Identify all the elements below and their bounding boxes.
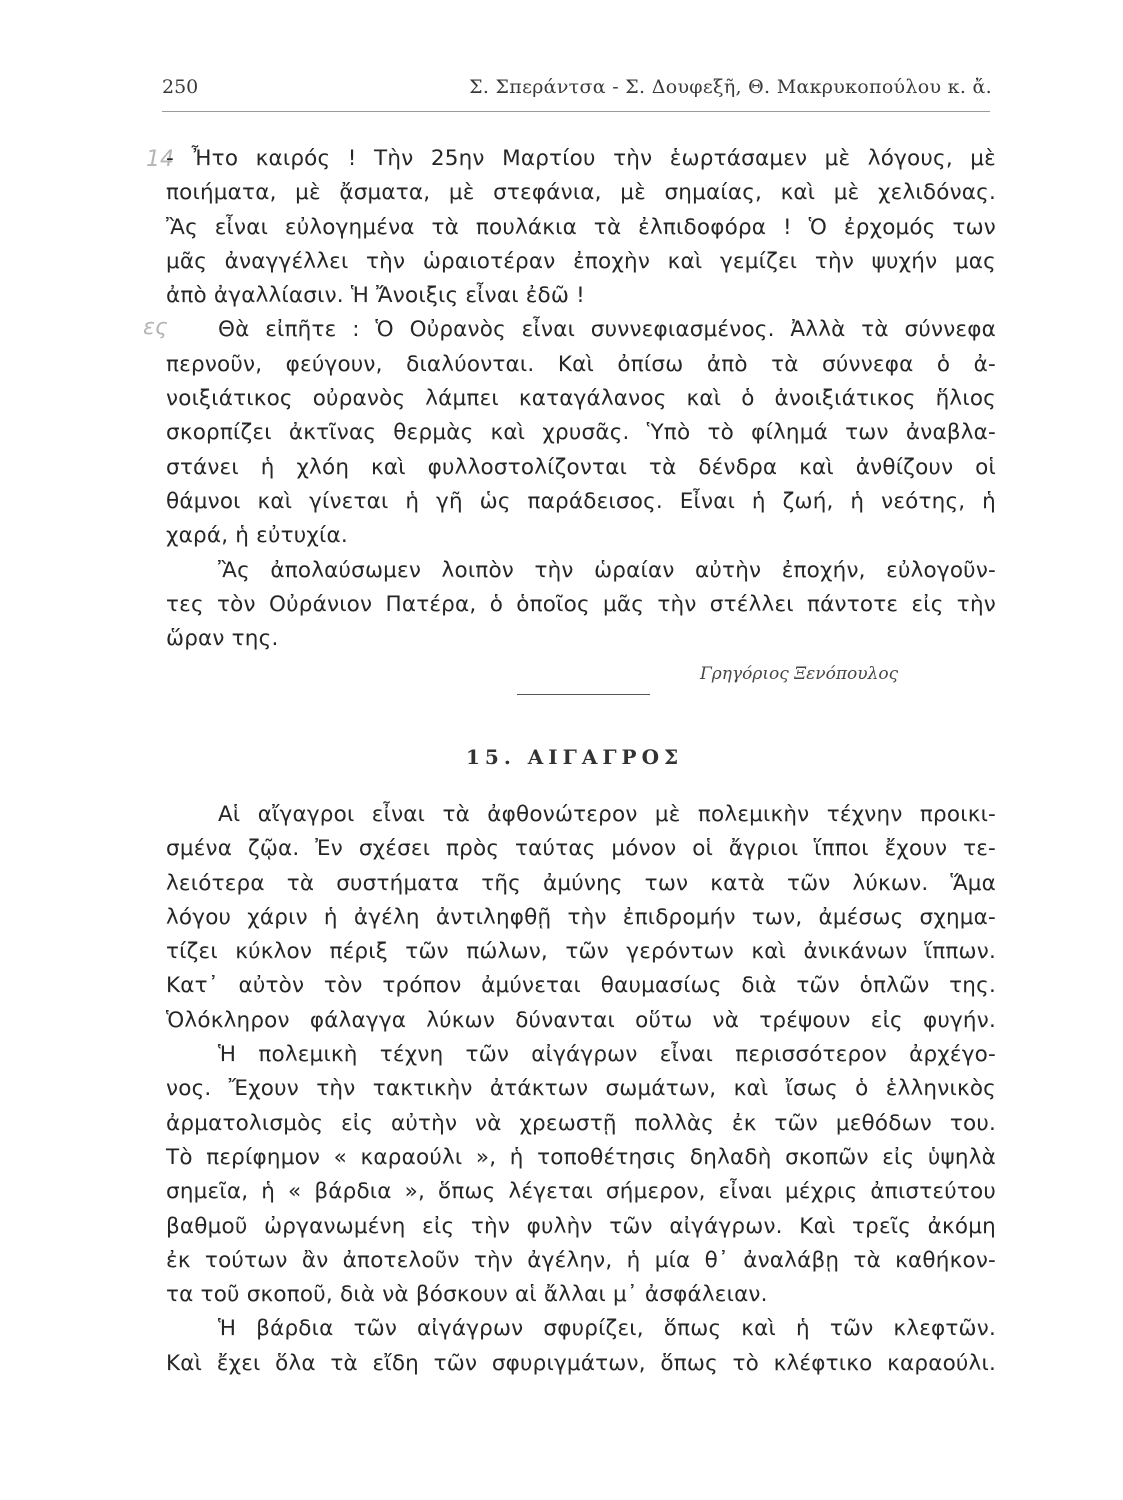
text-line: Ἡ πολεμικὴ τέχνη τῶν αἰγάγρων εἶναι περισσότερον ἀρχέγο- (218, 1042, 996, 1068)
text-line: τες τὸν Οὐράνιον Πατέρα, ὁ ὁποῖος μᾶς τὴν στέλλει πάντοτε εἰς τὴν (166, 591, 996, 617)
page-number: 250 (162, 76, 199, 98)
text-line: νος. Ἔχουν τὴν τακτικὴν ἀτάκτων σωμάτων, καὶ ἴσως ὁ ἑλληνικὸς (166, 1076, 996, 1102)
text-line: ποιήματα, μὲ ᾄσματα, μὲ στεφάνια, μὲ σημαίας, καὶ μὲ χελιδόνας. (166, 180, 996, 206)
text-line: μᾶς ἀναγγέλλει τὴν ὡραιοτέραν ἐποχὴν καὶ γεμίζει τὴν ψυχήν μας (166, 248, 996, 274)
text-line: Ἡ βάρδια τῶν αἰγάγρων σφυρίζει, ὅπως καὶ ἡ τῶν κλεφτῶν. (218, 1316, 996, 1342)
text-line: τίζει κύκλον πέριξ τῶν πώλων, τῶν γερόντων καὶ ἀνικάνων ἵππων. (166, 939, 996, 965)
passage-aigagros (166, 798, 996, 1381)
text-line: Ὁλόκληρον φάλαγγα λύκων δύνανται οὕτω νὰ τρέψουν εἰς φυγήν. (166, 1007, 996, 1033)
author-signature: Γρηγόριος Ξενόπουλος (700, 664, 899, 684)
text-line: Θὰ εἰπῆτε : Ὁ Οὐρανὸς εἶναι συννεφιασμένος. Ἀλλὰ τὰ σύννεφα (218, 317, 996, 343)
text-line: χαρά, ἡ εὐτυχία. (166, 523, 348, 549)
text-line: σκορπίζει ἀκτῖνας θερμὰς καὶ χρυσᾶς. Ὑπὸ τὸ φίλημά των ἀναβλα- (166, 420, 996, 446)
text-line: Ἂς εἶναι εὐλογημένα τὰ πουλάκια τὰ ἐλπιδοφόρα ! Ὁ ἐρχομός των (166, 214, 996, 240)
text-line: στάνει ἡ χλόη καὶ φυλλοστολίζονται τὰ δένδρα καὶ ἀνθίζουν οἱ (166, 454, 996, 480)
text-line: Καὶ ἔχει ὅλα τὰ εἴδη τῶν σφυριγμάτων, ὅπως τὸ κλέφτικο καραούλι. (166, 1350, 996, 1376)
text-line: Ἂς ἀπολαύσωμεν λοιπὸν τὴν ὡραίαν αὐτὴν ἐποχήν, εὐλογοῦν- (218, 557, 996, 583)
text-line: ἀπὸ ἀγαλλίασιν. Ἡ Ἄνοιξις εἶναι ἐδῶ ! (166, 283, 585, 309)
text-line: βαθμοῦ ὠργανωμένη εἰς τὴν φυλὴν τῶν αἰγάγρων. Καὶ τρεῖς ἀκόμη (166, 1213, 996, 1239)
text-line: σμένα ζῷα. Ἐν σχέσει πρὸς ταύτας μόνον οἱ ἄγριοι ἵπποι ἔχουν τε- (166, 836, 996, 862)
text-line: τα τοῦ σκοποῦ, διὰ νὰ βόσκουν αἱ ἄλλαι μ᾽ ἀσφάλειαν. (166, 1282, 768, 1308)
page-header (162, 70, 992, 110)
text-line: σημεῖα, ἡ « βάρδια », ὅπως λέγεται σήμερον, εἶναι μέχρις ἀπιστεύτου (166, 1179, 996, 1205)
section-title: 15. ΑΙΓΑΓΡΟΣ (466, 745, 684, 769)
text-line: λειότερα τὰ συστήματα τῆς ἀμύνης των κατὰ τῶν λύκων. Ἅμα (166, 870, 996, 896)
text-line: Τὸ περίφημον « καραούλι », ἡ τοποθέτησις δηλαδὴ σκοπῶν εἰς ὑψηλὰ (166, 1144, 996, 1170)
text-line: λόγου χάριν ἡ ἀγέλη ἀντιληφθῇ τὴν ἐπιδρομήν των, ἀμέσως σχημα- (166, 904, 996, 930)
text-line: νοιξιάτικος οὐρανὸς λάμπει καταγάλανος καὶ ὁ ἀνοιξιάτικος ἥλιος (166, 386, 996, 412)
passage-spring (166, 142, 996, 656)
text-line: Κατ᾽ αὐτὸν τὸν τρόπον ἀμύνεται θαυμασίως διὰ τῶν ὁπλῶν της. (166, 973, 996, 999)
section-separator-rule (517, 694, 650, 695)
text-line: ἐκ τούτων ἂν ἀποτελοῦν τὴν ἀγέλην, ἡ μία θ᾽ ἀναλάβῃ τὰ καθήκον- (166, 1247, 996, 1273)
header-rule (162, 111, 990, 112)
margin-note-handwritten: ες (143, 315, 168, 340)
text-line: θάμνοι καὶ γίνεται ἡ γῆ ὡς παράδεισος. Εἶναι ἡ ζωή, ἡ νεότης, ἡ (166, 488, 996, 514)
text-line: Αἱ αἴγαγροι εἶναι τὰ ἀφθονώτερον μὲ πολεμικὴν τέχνην προικι- (218, 802, 996, 827)
margin-note-handwritten: 14 (146, 147, 174, 172)
text-line: - Ἦτο καιρός ! Τὴν 25ην Μαρτίου τὴν ἑωρτάσαμεν μὲ λόγους, μὲ (166, 146, 996, 171)
running-title: Σ. Σπεράντσα - Σ. Δουφεξῆ, Θ. Μακρυκοπούλου κ. ἄ. (469, 76, 992, 98)
text-line: ὥραν της. (166, 626, 279, 652)
text-line: ἀρματολισμὸς εἰς αὐτὴν νὰ χρεωστῇ πολλὰς ἐκ τῶν μεθόδων του. (166, 1110, 996, 1136)
text-line: περνοῦν, φεύγουν, διαλύονται. Καὶ ὀπίσω ἀπὸ τὰ σύννεφα ὁ ἀ- (166, 351, 996, 377)
